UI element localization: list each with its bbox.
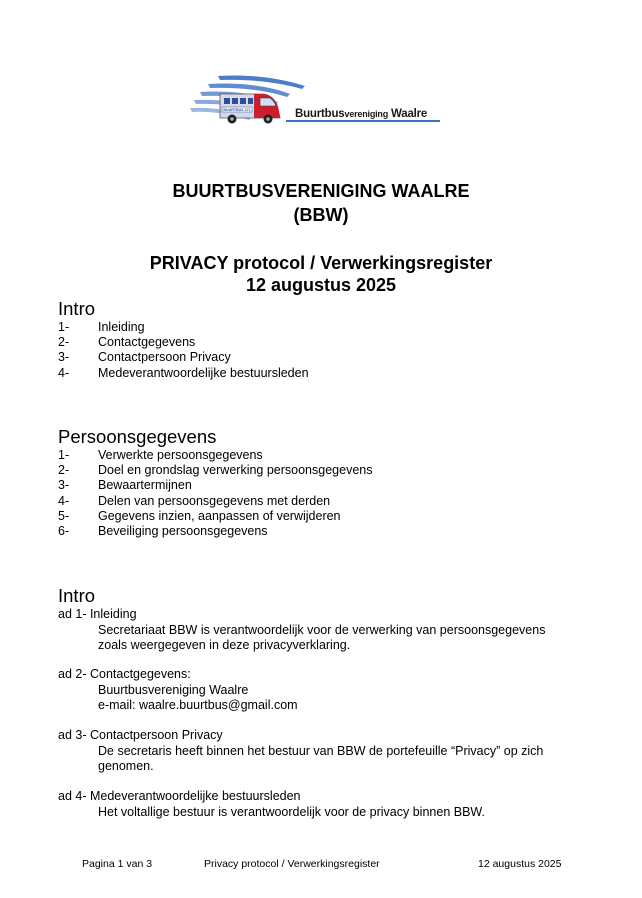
- bus-sign: BUURTBUS 271: [223, 108, 251, 112]
- section-body-line: genomen.: [98, 759, 154, 773]
- list-item: [58, 524, 372, 539]
- list-item-number: 6-: [58, 524, 70, 539]
- toc1-list: [58, 320, 309, 381]
- list-item-label: Contactgegevens: [98, 335, 196, 350]
- toc1-heading: Intro: [58, 298, 96, 319]
- section-body-line: De secretaris heeft binnen het bestuur van BBW de portefeuille “Privacy” op zich: [98, 743, 544, 758]
- footer-doc: Privacy protocol / Verwerkingsregister: [204, 858, 380, 870]
- title-line-4: 12 augustus 2025: [245, 275, 397, 295]
- list-item-number: 1-: [58, 320, 70, 334]
- list-item-label: Gegevens inzien, aanpassen of verwijderen: [98, 508, 341, 523]
- list-item-number: 5-: [58, 508, 70, 523]
- list-item-label: Beveiliging persoonsgegevens: [98, 524, 268, 539]
- section-title: ad 4- Medeverantwoordelijke bestuursleden: [58, 789, 301, 803]
- list-item-number: 4-: [58, 493, 70, 508]
- list-item: [58, 478, 372, 493]
- intro-section: [58, 728, 598, 775]
- list-item: [58, 494, 372, 509]
- list-item-number: 1-: [58, 448, 70, 462]
- list-item-label: Inleiding: [98, 320, 145, 334]
- list-item: [58, 350, 309, 365]
- list-item-number: 2-: [58, 463, 70, 478]
- section-body-line: Secretariaat BBW is verantwoordelijk voor de verwerking van persoonsgegevens: [98, 622, 546, 637]
- footer-page: Pagina 1 van 3: [82, 858, 153, 870]
- section-body-line: Buurtbusvereniging Waalre: [98, 682, 249, 697]
- section-body-line: zoals weergegeven in deze privacyverklaring.: [98, 638, 351, 652]
- intro-section: [58, 789, 598, 820]
- list-item: [58, 320, 309, 335]
- list-item-label: Delen van persoonsgegevens met derden: [98, 493, 331, 508]
- list-item-label: Contactpersoon Privacy: [98, 350, 231, 365]
- list-item: [58, 366, 309, 381]
- list-item: [58, 463, 372, 478]
- footer-date: 12 augustus 2025: [478, 858, 562, 870]
- list-item-label: Bewaartermijnen: [98, 478, 192, 493]
- intro-section: [58, 667, 598, 714]
- section-body-line: Het voltallige bestuur is verantwoordelijk voor de privacy binnen BBW.: [98, 804, 485, 819]
- list-item-label: Verwerkte persoonsgegevens: [98, 448, 263, 462]
- list-item-number: 3-: [58, 350, 70, 365]
- list-item-number: 3-: [58, 478, 70, 493]
- section-title: ad 3- Contactpersoon Privacy: [58, 728, 223, 742]
- list-item: [58, 335, 309, 350]
- title-line-1: BUURTBUSVERENIGING WAALRE: [172, 181, 470, 201]
- list-item-label: Medeverantwoordelijke bestuursleden: [98, 365, 309, 380]
- logo-underline: [286, 120, 440, 122]
- logo: [190, 72, 445, 132]
- intro-heading: Intro: [58, 585, 96, 606]
- section-title: ad 2- Contactgegevens:: [58, 667, 191, 681]
- list-item: [58, 509, 372, 524]
- list-item: [58, 448, 372, 463]
- title-line-3: PRIVACY protocol / Verwerkingsregister: [149, 253, 493, 273]
- list-item-label: Doel en grondslag verwerking persoonsgegevens: [98, 463, 373, 478]
- section-title: ad 1- Inleiding: [58, 607, 137, 621]
- section-body-line: e-mail: waalre.buurtbus@gmail.com: [98, 698, 298, 712]
- logo-text: Buurtbusvereniging Waalre: [295, 108, 428, 120]
- title-line-2: (BBW): [293, 205, 349, 225]
- toc2-heading: Persoonsgegevens: [58, 426, 217, 447]
- intro-section: [58, 607, 598, 654]
- list-item-number: 4-: [58, 365, 70, 380]
- toc2-list: [58, 448, 372, 539]
- list-item-number: 2-: [58, 335, 70, 350]
